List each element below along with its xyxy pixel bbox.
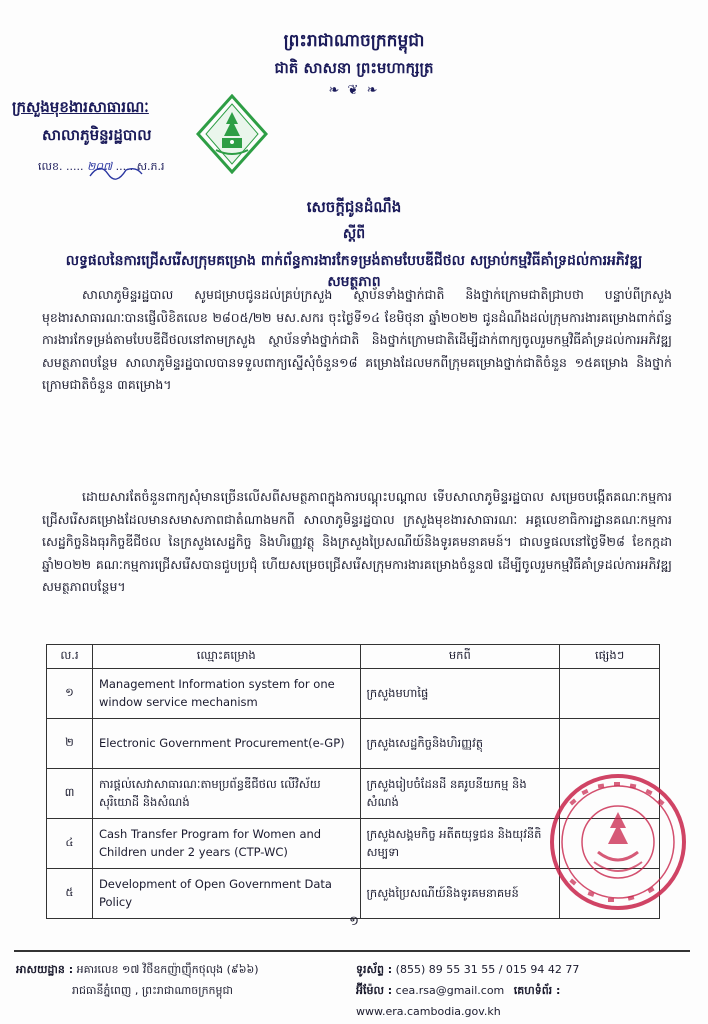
address-label: អាសយដ្ឋាន : xyxy=(16,963,74,976)
reference-number: លេខ. ..... ២០៧ ..... ស.ភ.រ xyxy=(38,160,165,173)
kingdom-title: ព្រះរាជាណាចក្រកម្ពុជា xyxy=(283,31,425,51)
kingdom-header xyxy=(0,30,708,98)
row-no: ៣ xyxy=(47,769,93,819)
body-paragraph-1: សាលាភូមិន្ទរដ្ឋបាល សូមជម្រាបជូនដល់គ្រប់ក្រសួង ស្ថាប័នទាំងថ្នាក់ជាតិ និងថ្នាក់ក្រោមជាតិជ្រាបថា បន្ទាប់ពីក្រសួងមុខងារសាធារណៈបានផ្ញើលិខិតលេខ ២៨០៥/២២ មស.សករ ចុះថ្ងៃទី១៤ ខែមិថុនា ឆ្នាំ២០២២ ជូនដំណឹងដល់ក្រុមការងារគម្រោងពាក់ព័ន្ធការងារកែទម្រង់តាមបែបឌីជីថលនៅតាមក្រសួង ស្ថាប័នទាំងថ្នាក់ជាតិ និងថ្នាក់ក្រោមជាតិដើម្បីដាក់ពាក្យចូលរួមកម្មវិធីគាំទ្រដល់ការអភិវឌ្ឍសមត្ថភាពបន្ថែម សាលាភូមិន្ទរដ្ឋបាលបានទទួលពាក្យស្នើសុំចំនួន១៨ គម្រោងដែលមកពីក្រុមគម្រោងថ្នាក់ជាតិចំនួន ១៥គម្រោង និងថ្នាក់ក្រោមជាតិចំនួន ៣គម្រោង។ xyxy=(42,287,672,392)
table-header-row xyxy=(47,645,660,669)
phone-number: (855) 89 55 31 55 / 015 94 42 77 xyxy=(395,963,580,976)
row-no: ៤ xyxy=(47,819,93,869)
row-no: ១ xyxy=(47,669,93,719)
row-project-name: Development of Open Government Data Policy xyxy=(92,869,360,919)
row-project-name: Electronic Government Procurement(e-GP) xyxy=(92,719,360,769)
footer-address xyxy=(16,960,346,1002)
address-text-1: អគារលេខ ១៧ វិថីឧកញ៉ាញ៉ឹកថុលុង (៩៦៦) xyxy=(76,963,259,976)
row-project-name: ការផ្តល់សេវាសាធារណៈតាមប្រព័ន្ធឌីជីថល លើវិស័យសុរិយោដី និងសំណង់ xyxy=(92,769,360,819)
official-seal-icon xyxy=(548,772,688,912)
table-row xyxy=(47,669,660,719)
body-paragraph-2: ដោយសារតែចំនួនពាក្យសុំមានច្រើនលើសពីសមត្ថភាពក្នុងការបណ្តុះបណ្តាល ទើបសាលាភូមិន្ទរដ្ឋបាល សម្រេចបង្កើតគណៈកម្មការជ្រើសរើសគម្រោងដែលមានសមាសភាពជាតំណាងមកពី សាលាភូមិន្ទរដ្ឋបាល ក្រសួងមុខងារសាធារណៈ អគ្គលេខាធិការដ្ឋានគណៈកម្មការសេដ្ឋកិច្ចនិងធុរកិច្ចឌីជីថល នៃក្រសួងសេដ្ឋកិច្ច និងហិរញ្ញវត្ថុ និងក្រសួងប្រៃសណីយ៍និងទូរគមនាគមន៍។ ជាលទ្ធផលនៅថ្ងៃទី២៨ ខែកក្កដា ឆ្នាំ២០២២ គណៈកម្មការជ្រើសរើសបានជួបប្រជុំ ហើយសម្រេចជ្រើសរើសក្រុមការងារគម្រោងចំនួន៧ ដើម្បីចូលរួមកម្មវិធីគាំទ្រដល់ការអភិវឌ្ឍសមត្ថភាពបន្ថែម។ xyxy=(42,489,672,594)
col-no: ល.រ xyxy=(47,645,93,669)
ref-suffix: ស.ភ.រ xyxy=(136,160,165,173)
kingdom-motto: ជាតិ សាសនា ព្រះមហាក្សត្រ xyxy=(274,59,434,77)
phone-label: ទូរស័ព្ទ : xyxy=(356,963,393,976)
row-project-name: Management Information system for one window service mechanism xyxy=(92,669,360,719)
footer-contacts xyxy=(356,960,696,1023)
row-other xyxy=(560,669,660,719)
phone-line xyxy=(356,960,696,981)
address-line-2: រាជធានីភ្នំពេញ , ព្រះរាជាណាចក្រកម្ពុជា xyxy=(72,983,233,997)
ornament-divider: ❧ ❦ ❧ xyxy=(328,83,380,98)
email-link[interactable]: cea.rsa@gmail.com xyxy=(395,983,505,997)
row-other xyxy=(560,719,660,769)
contact-line-2 xyxy=(356,981,696,1023)
row-no: ២ xyxy=(47,719,93,769)
row-project-name: Cash Transfer Program for Women and Children under 2 years (CTP-WC) xyxy=(92,819,360,869)
notice-titles xyxy=(0,198,708,293)
ministry-name: ក្រសួងមុខងារសាធារណៈ xyxy=(12,98,149,116)
ref-number: ២០៧ xyxy=(86,160,113,173)
school-name: សាលាភូមិន្ទរដ្ឋបាល xyxy=(42,126,152,144)
notice-title: សេចក្តីជូនដំណឹង xyxy=(306,198,402,216)
signature-icon xyxy=(86,160,146,182)
ref-prefix: លេខ. xyxy=(38,160,63,173)
subject-label: ស្តីពី xyxy=(342,226,366,242)
row-from: ក្រសួងសង្គមកិច្ច អតីតយុទ្ធជន និងយុវនីតិសម្បទា xyxy=(360,819,560,869)
col-project-name: ឈ្មោះគម្រោង xyxy=(92,645,360,669)
page-number: ១ xyxy=(349,914,359,929)
row-from: ក្រសួងប្រៃសណីយ៍និងទូរគមនាគមន៍ xyxy=(360,869,560,919)
subject-text: លទ្ធផលនៃការជ្រើសរើសក្រុមគម្រោង ពាក់ព័ន្ធការងារកែទម្រង់តាមបែបឌីជីថល សម្រាប់កម្មវិធីគាំទ្រដល់ការអភិវឌ្ឍសមត្ថភាព xyxy=(65,253,643,290)
school-logo-icon xyxy=(196,94,268,174)
col-other: ផ្សេងៗ xyxy=(560,645,660,669)
email-label: អ៊ីម៉ែល : xyxy=(356,983,393,997)
row-from: ក្រសួងរៀបចំដែនដី នគរូបនីយកម្ម និងសំណង់ xyxy=(360,769,560,819)
website-label: គេហទំព័រ : xyxy=(513,983,561,997)
address-line-1 xyxy=(16,960,346,981)
row-from: ក្រសួងមហាផ្ទៃ xyxy=(360,669,560,719)
website-link[interactable]: www.era.cambodia.gov.kh xyxy=(356,1004,501,1018)
col-from: មកពី xyxy=(360,645,560,669)
row-from: ក្រសួងសេដ្ឋកិច្ចនិងហិរញ្ញវត្ថុ xyxy=(360,719,560,769)
footer-divider xyxy=(14,950,690,952)
row-no: ៥ xyxy=(47,869,93,919)
table-row xyxy=(47,719,660,769)
